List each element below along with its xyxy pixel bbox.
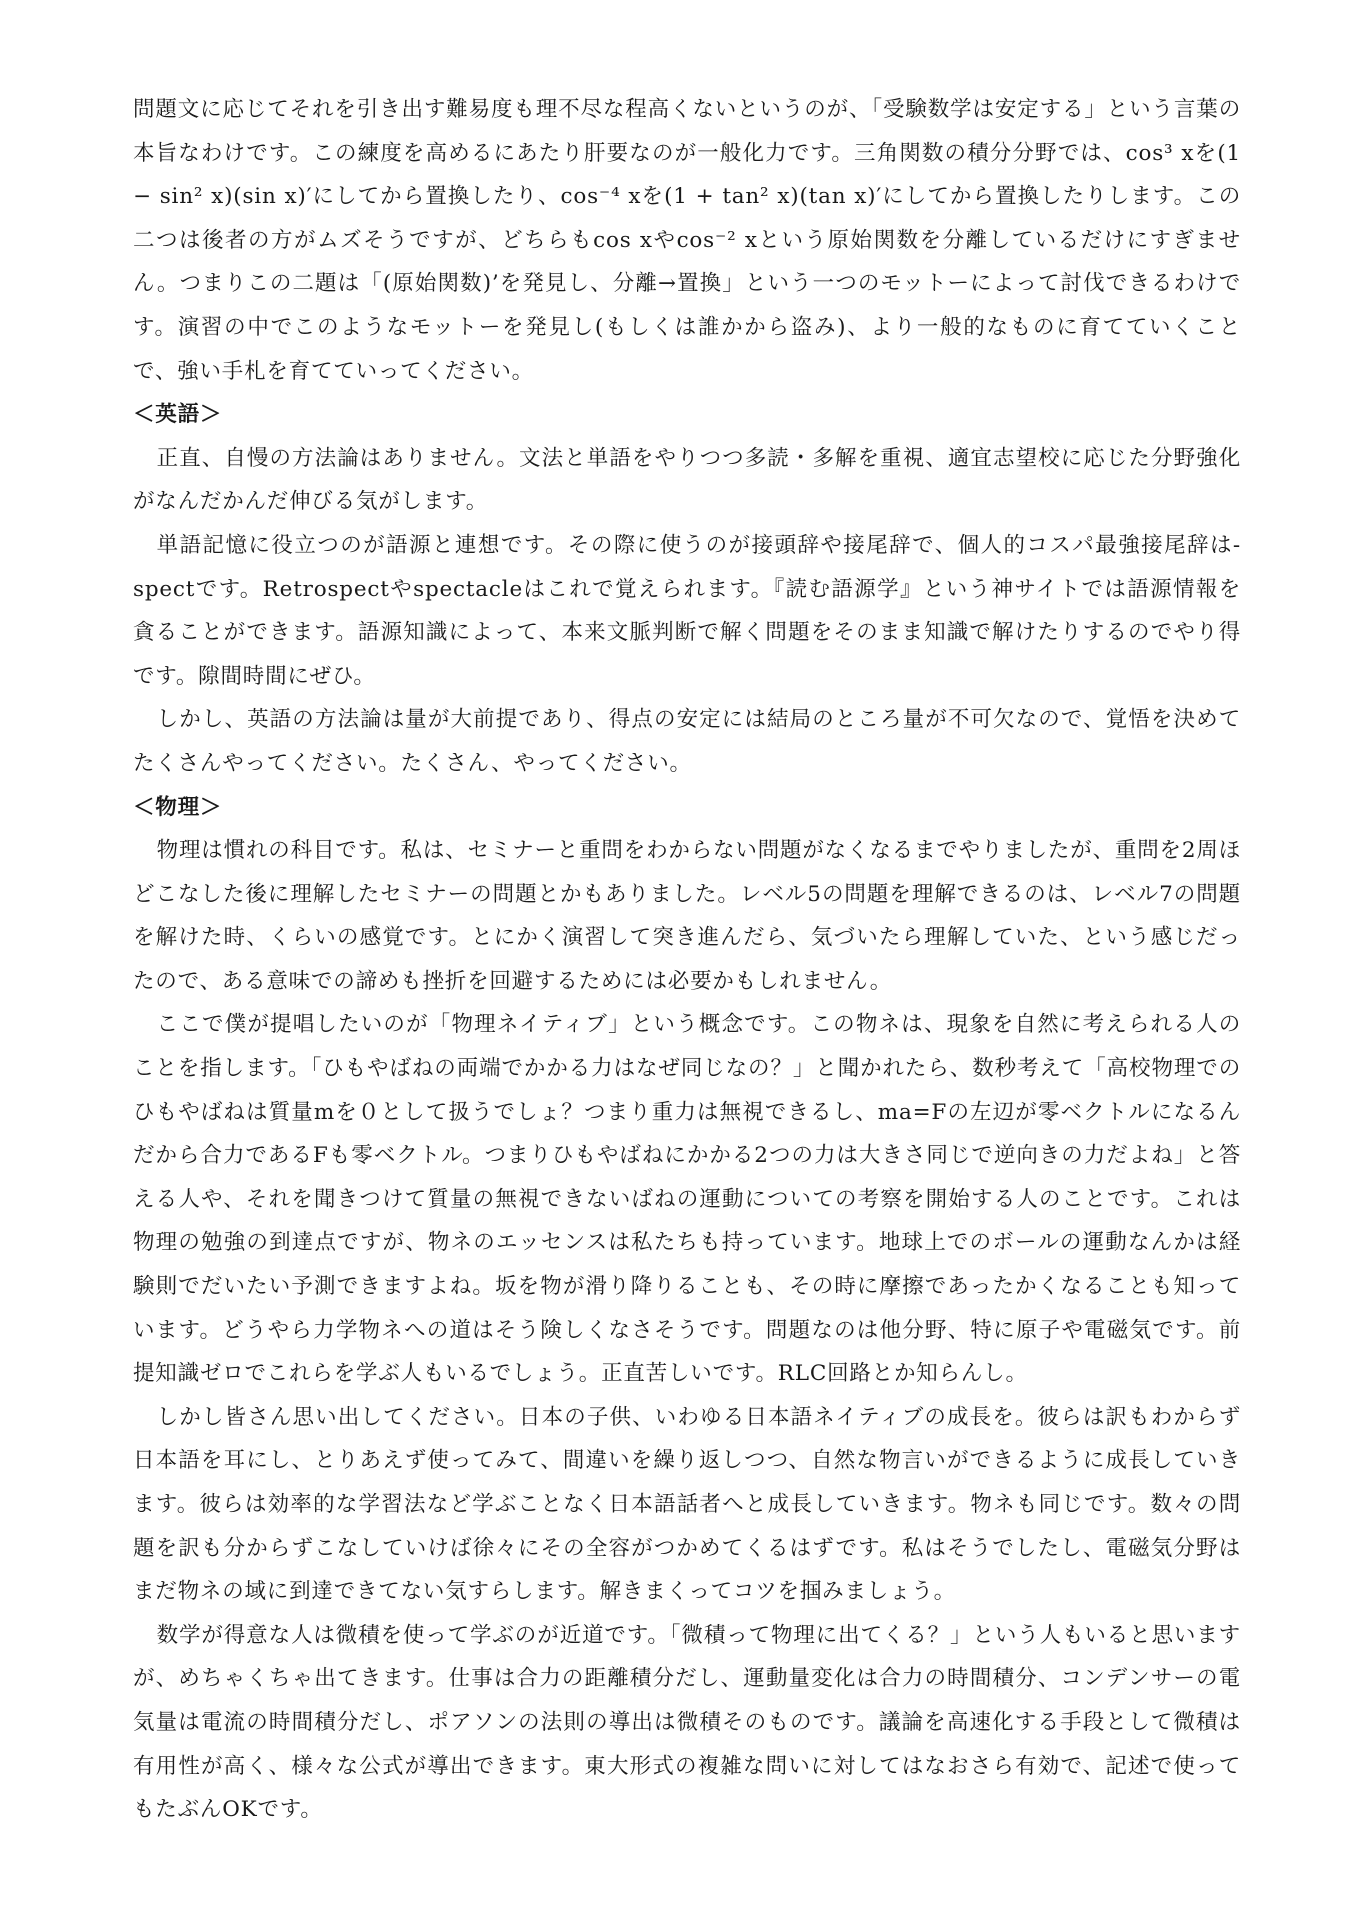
section-heading-physics: ＜物理＞ [133, 794, 223, 820]
physics-paragraph-3: しかし皆さん思い出してください。日本の子供、いわゆる日本語ネイティブの成長を。彼らは訳もわからず日本語を耳にし、とりあえず使ってみて、間違いを繰り返しつつ、自然な物言いができるように成長していきます。彼らは効率的な学習法など学ぶことなく日本語話者へと成長していきます。物ネも同じです。数々の問題を訳も分からずこなしていけば徐々にその全容がつかめてくるはずです。私はそうでしたし、電磁気分野はまだ物ネの域に到達できてない気すらします。解きまくってコツを掴みましょう。 [133, 1404, 1241, 1605]
physics-paragraph-2: ここで僕が提唱したいのが「物理ネイティブ」という概念です。この物ネは、現象を自然に考えられる人のことを指します。「ひもやばねの両端でかかる力はなぜ同じなの？」と聞かれたら、数秒考えて「高校物理でのひもやばねは質量mを０として扱うでしょ？つまり重力は無視できるし、ma=Fの左辺が零ベクトルになるんだから合力であるFも零ベクトル。つまりひもやばねにかかる2つの力は大きさ同じで逆向きの力だよね」と答える人や、それを聞きつけて質量の無視できないばねの運動についての考察を開始する人のことです。これは物理の勉強の到達点ですが、物ネのエッセンスは私たちも持っています。地球上でのボールの運動なんかは経験則でだいたい予測できますよね。坂を物が滑り降りることも、その時に摩擦であったかくなることも知っています。どうやら力学物ネへの道はそう険しくなさそうです。問題なのは他分野、特に原子や電磁気です。前提知識ゼロでこれらを学ぶ人もいるでしょう。正直苦しいです。RLC回路とか知らんし。 [133, 1012, 1241, 1387]
english-paragraph-3: しかし、英語の方法論は量が大前提であり、得点の安定には結局のところ量が不可欠なので、覚悟を決めてたくさんやってください。たくさん、やってください。 [133, 707, 1241, 776]
intro-paragraph: 問題文に応じてそれを引き出す難易度も理不尽な程高くないというのが、「受験数学は安定する」という言葉の本旨なわけです。この練度を高めるにあたり肝要なのが一般化力です。三角関数の積分分野では、cos³ xを(1 − sin² x)(sin x)′にしてから置換したり、cos⁻⁴ xを(1 + tan² x)(tan x)′にしてから置換したりします。この二つは後者の方がムズそうですが、どちらもcos xやcos⁻² xという原始関数を分離しているだけにすぎません。つまりこの二題は「(原始関数)’を発見し、分離→置換」という一つのモットーによって討伐できるわけです。演習の中でこのようなモットーを発見し(もしくは誰かから盗み)、より一般的なものに育てていくことで、強い手札を育てていってください。 [133, 97, 1241, 384]
physics-paragraph-1: 物理は慣れの科目です。私は、セミナーと重問をわからない問題がなくなるまでやりましたが、重問を2周ほどこなした後に理解したセミナーの問題とかもありました。レベル5の問題を理解できるのは、レベル7の問題を解けた時、くらいの感覚です。とにかく演習して突き進んだら、気づいたら理解していた、という感じだったので、ある意味での諦めも挫折を回避するためには必要かもしれません。 [133, 838, 1241, 994]
english-paragraph-1: 正直、自慢の方法論はありません。文法と単語をやりつつ多読・多解を重視、適宜志望校に応じた分野強化がなんだかんだ伸びる気がします。 [133, 445, 1241, 515]
document-page [133, 88, 1241, 1832]
section-heading-english: ＜英語＞ [133, 402, 223, 428]
physics-paragraph-4: 数学が得意な人は微積を使って学ぶのが近道です。「微積って物理に出てくる？」という人もいると思いますが、めちゃくちゃ出てきます。仕事は合力の距離積分だし、運動量変化は合力の時間積分、コンデンサーの電気量は電流の時間積分だし、ポアソンの法則の導出は微積そのものです。議論を高速化する手段として微積は有用性が高く、様々な公式が導出できます。東大形式の複雑な問いに対してはなおさら有効で、記述で使ってもたぶんOKです。 [133, 1622, 1241, 1823]
english-paragraph-2: 単語記憶に役立つのが語源と連想です。その際に使うのが接頭辞や接尾辞で、個人的コスパ最強接尾辞は-spectです。Retrospectやspectacleはこれで覚えられます。『読む語源学』という神サイトでは語源情報を貪ることができます。語源知識によって、本来文脈判断で解く問題をそのまま知識で解けたりするのでやり得です。隙間時間にぜひ。 [133, 532, 1241, 689]
